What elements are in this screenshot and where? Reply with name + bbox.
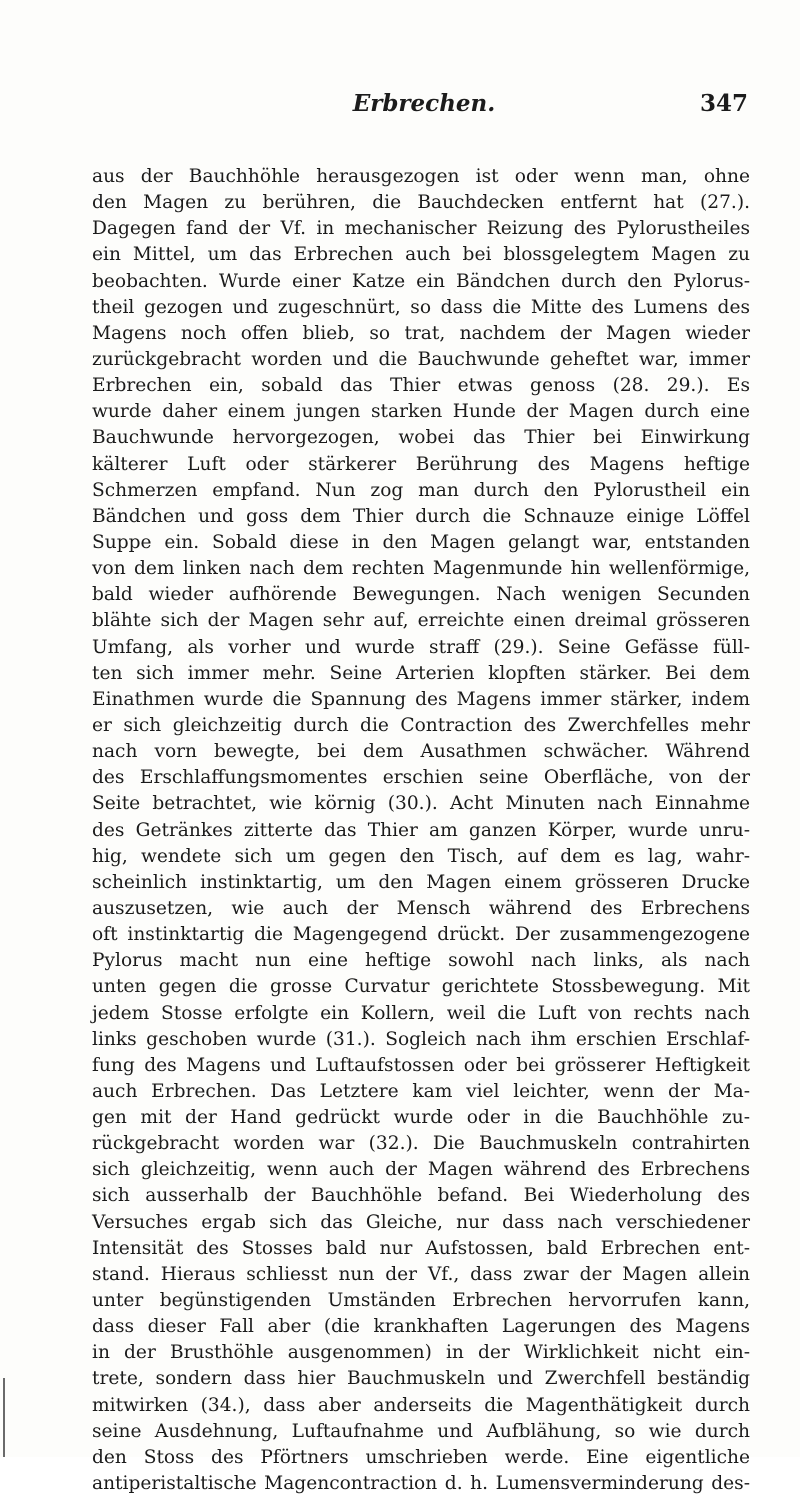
text-line: wurde daher einem jungen starken Hunde der Magen durch eine <box>92 401 750 423</box>
text-line: trete, sondern dass hier Bauchmuskeln und Zwerchfell beständig <box>92 1368 750 1390</box>
text-line: antiperistaltische Magencontraction d. h. Lumensverminderung des- <box>92 1473 750 1495</box>
text-line: Suppe ein. Sobald diese in den Magen gelangt war, entstanden <box>92 531 750 553</box>
text-line: auszusetzen, wie auch der Mensch während des Erbrechens <box>92 897 750 919</box>
text-line: blähte sich der Magen sehr auf, erreichte einen dreimal grösseren <box>92 610 750 632</box>
text-line: stand. Hieraus schliesst nun der Vf., dass zwar der Magen allein <box>92 1263 750 1285</box>
text-line: kälterer Luft oder stärkerer Berührung des Magens heftige <box>92 453 750 475</box>
text-line: den Stoss des Pförtners umschrieben werde. Eine eigentliche <box>92 1446 750 1468</box>
text-line: unter begünstigenden Umständen Erbrechen hervorrufen kann, <box>92 1290 750 1312</box>
page-header <box>100 90 748 124</box>
text-line: oft instinktartig die Magengegend drückt. Der zusammengezogene <box>92 924 750 946</box>
text-line: mitwirken (34.), dass aber anderseits die Magenthätigkeit durch <box>92 1394 750 1416</box>
running-title: Erbrechen. <box>352 90 496 117</box>
text-line: fung des Magens und Luftaufstossen oder bei grösserer Heftigkeit <box>92 1054 750 1076</box>
text-line: den Magen zu berühren, die Bauchdecken entfernt hat (27.). <box>92 192 750 214</box>
text-line: Versuches ergab sich das Gleiche, nur dass nach verschiedener <box>92 1211 750 1233</box>
page-number: 347 <box>699 90 748 117</box>
text-line: dass dieser Fall aber (die krankhaften Lagerungen des Magens <box>92 1316 750 1338</box>
text-line: Bändchen und goss dem Thier durch die Schnauze einige Löffel <box>92 505 750 527</box>
text-line: des Getränkes zitterte das Thier am ganzen Körper, wurde unru- <box>92 819 750 841</box>
text-line: gen mit der Hand gedrückt wurde oder in die Bauchhöhle zu- <box>92 1107 750 1129</box>
text-line: Erbrechen ein, sobald das Thier etwas genoss (28. 29.). Es <box>92 375 750 397</box>
text-line: sich ausserhalb der Bauchhöhle befand. Bei Wiederholung des <box>92 1185 750 1207</box>
text-line: Einathmen wurde die Spannung des Magens immer stärker, indem <box>92 688 750 710</box>
text-line: Magens noch offen blieb, so trat, nachdem der Magen wieder <box>92 322 750 344</box>
text-line: von dem linken nach dem rechten Magenmunde hin wellenförmige, <box>92 558 750 580</box>
text-line: rückgebracht worden war (32.). Die Bauchmuskeln contrahirten <box>92 1133 750 1155</box>
text-line: Bauchwunde hervorgezogen, wobei das Thier bei Einwirkung <box>92 427 750 449</box>
text-line: Umfang, als vorher und wurde straff (29.). Seine Gefässe füll- <box>92 636 750 658</box>
text-line: auch Erbrechen. Das Letztere kam viel leichter, wenn der Ma- <box>92 1080 750 1102</box>
text-line: seine Ausdehnung, Luftaufnahme und Aufblähung, so wie durch <box>92 1420 750 1442</box>
text-line: sich gleichzeitig, wenn auch der Magen während des Erbrechens <box>92 1159 750 1181</box>
text-line: hig, wendete sich um gegen den Tisch, auf dem es lag, wahr- <box>92 845 750 867</box>
text-line: aus der Bauchhöhle herausgezogen ist oder wenn man, ohne <box>92 166 750 187</box>
text-line: des Erschlaffungsmomentes erschien seine Oberfläche, von der <box>92 767 750 789</box>
page-edge-mark <box>3 1378 5 1457</box>
text-line: ten sich immer mehr. Seine Arterien klopften stärker. Bei dem <box>92 662 750 684</box>
text-line: links geschoben wurde (31.). Sogleich nach ihm erschien Erschlaf- <box>92 1028 750 1050</box>
text-line: theil gezogen und zugeschnürt, so dass die Mitte des Lumens des <box>92 296 750 318</box>
text-line: zurückgebracht worden und die Bauchwunde geheftet war, immer <box>92 348 750 370</box>
text-line: ein Mittel, um das Erbrechen auch bei blossgelegtem Magen zu <box>92 244 750 266</box>
text-line: Pylorus macht nun eine heftige sowohl nach links, als nach <box>92 950 750 972</box>
text-line: Dagegen fand der Vf. in mechanischer Reizung des Pylorustheiles <box>92 218 750 240</box>
text-line: nach vorn bewegte, bei dem Ausathmen schwächer. Während <box>92 741 750 763</box>
text-line: er sich gleichzeitig durch die Contraction des Zwerchfelles mehr <box>92 714 750 736</box>
body-text <box>92 164 750 1497</box>
text-line: in der Brusthöhle ausgenommen) in der Wirklichkeit nicht ein- <box>92 1342 750 1364</box>
text-line: jedem Stosse erfolgte ein Kollern, weil die Luft von rechts nach <box>92 1002 750 1024</box>
text-line: scheinlich instinktartig, um den Magen einem grösseren Drucke <box>92 871 750 893</box>
text-line: Intensität des Stosses bald nur Aufstossen, bald Erbrechen ent- <box>92 1237 750 1259</box>
text-line: unten gegen die grosse Curvatur gerichtete Stossbewegung. Mit <box>92 976 750 998</box>
text-line: bald wieder aufhörende Bewegungen. Nach wenigen Secunden <box>92 584 750 606</box>
text-line: Schmerzen empfand. Nun zog man durch den Pylorustheil ein <box>92 479 750 501</box>
text-line: beobachten. Wurde einer Katze ein Bändchen durch den Pylorus- <box>92 270 750 292</box>
text-line: Seite betrachtet, wie körnig (30.). Acht Minuten nach Einnahme <box>92 793 750 815</box>
